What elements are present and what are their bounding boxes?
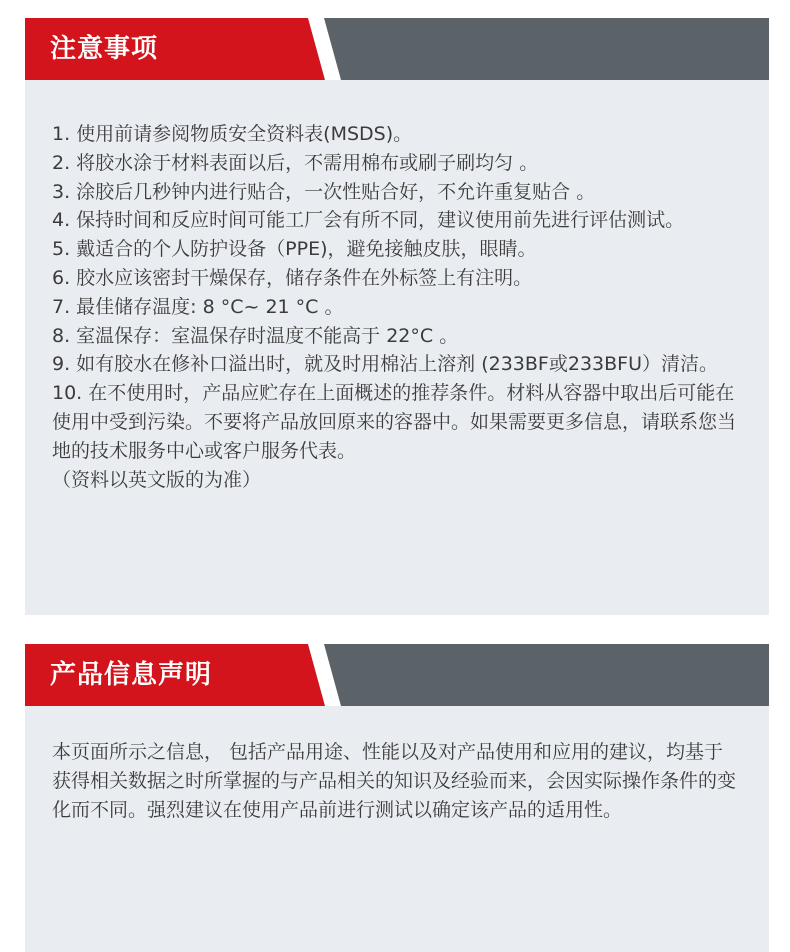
notice-footnote: （资料以英文版的为准） — [52, 468, 262, 491]
disclaimer-text: 本页面所示之信息， 包括产品用途、性能以及对产品使用和应用的建议，均基于获得相关数据之时所掌握的与产品相关的知识及经验而来，会因实际操作条件的变化而不同。强烈建议在使用产品前进行测试以确定该产品的适用性。 — [52, 741, 737, 821]
notice-item: 6. 胶水应该密封干燥保存，储存条件在外标签上有注明。 — [52, 266, 533, 289]
notice-section — [25, 18, 769, 615]
notice-title: 注意事项 — [50, 34, 159, 64]
notice-item: 10. 在不使用时，产品应贮存在上面概述的推荐条件。材料从容器中取出后可能在使用中受到污染。不要将产品放回原来的容器中。如果需要更多信息，请联系您当地的技术服务中心或客户服务代表。 — [52, 382, 737, 462]
notice-item: 9. 如有胶水在修补口溢出时，就及时用棉沾上溶剂 (233BF或233BFU）清洁。 — [52, 353, 718, 376]
disclaimer-title: 产品信息声明 — [50, 660, 213, 690]
notice-item: 8. 室温保存：室温保存时温度不能高于 22°C 。 — [52, 324, 459, 347]
notice-header — [25, 18, 769, 80]
disclaimer-header — [25, 644, 769, 706]
notice-item: 2. 将胶水涂于材料表面以后，不需用棉布或刷子刷均匀 。 — [52, 151, 539, 174]
notice-item: 1. 使用前请参阅物质安全资料表(MSDS)。 — [52, 123, 413, 145]
disclaimer-section — [25, 644, 769, 952]
disclaimer-body — [25, 706, 769, 952]
notice-body — [25, 80, 769, 615]
notice-item: 4. 保持时间和反应时间可能工厂会有所不同，建议使用前先进行评估测试。 — [52, 209, 685, 232]
notice-item: 3. 涂胶后几秒钟内进行贴合，一次性贴合好，不允许重复贴合 。 — [52, 180, 596, 203]
notice-item: 5. 戴适合的个人防护设备（PPE)，避免接触皮肤，眼睛。 — [52, 238, 537, 261]
notice-item: 7. 最佳储存温度: 8 °C~ 21 °C 。 — [52, 295, 344, 318]
